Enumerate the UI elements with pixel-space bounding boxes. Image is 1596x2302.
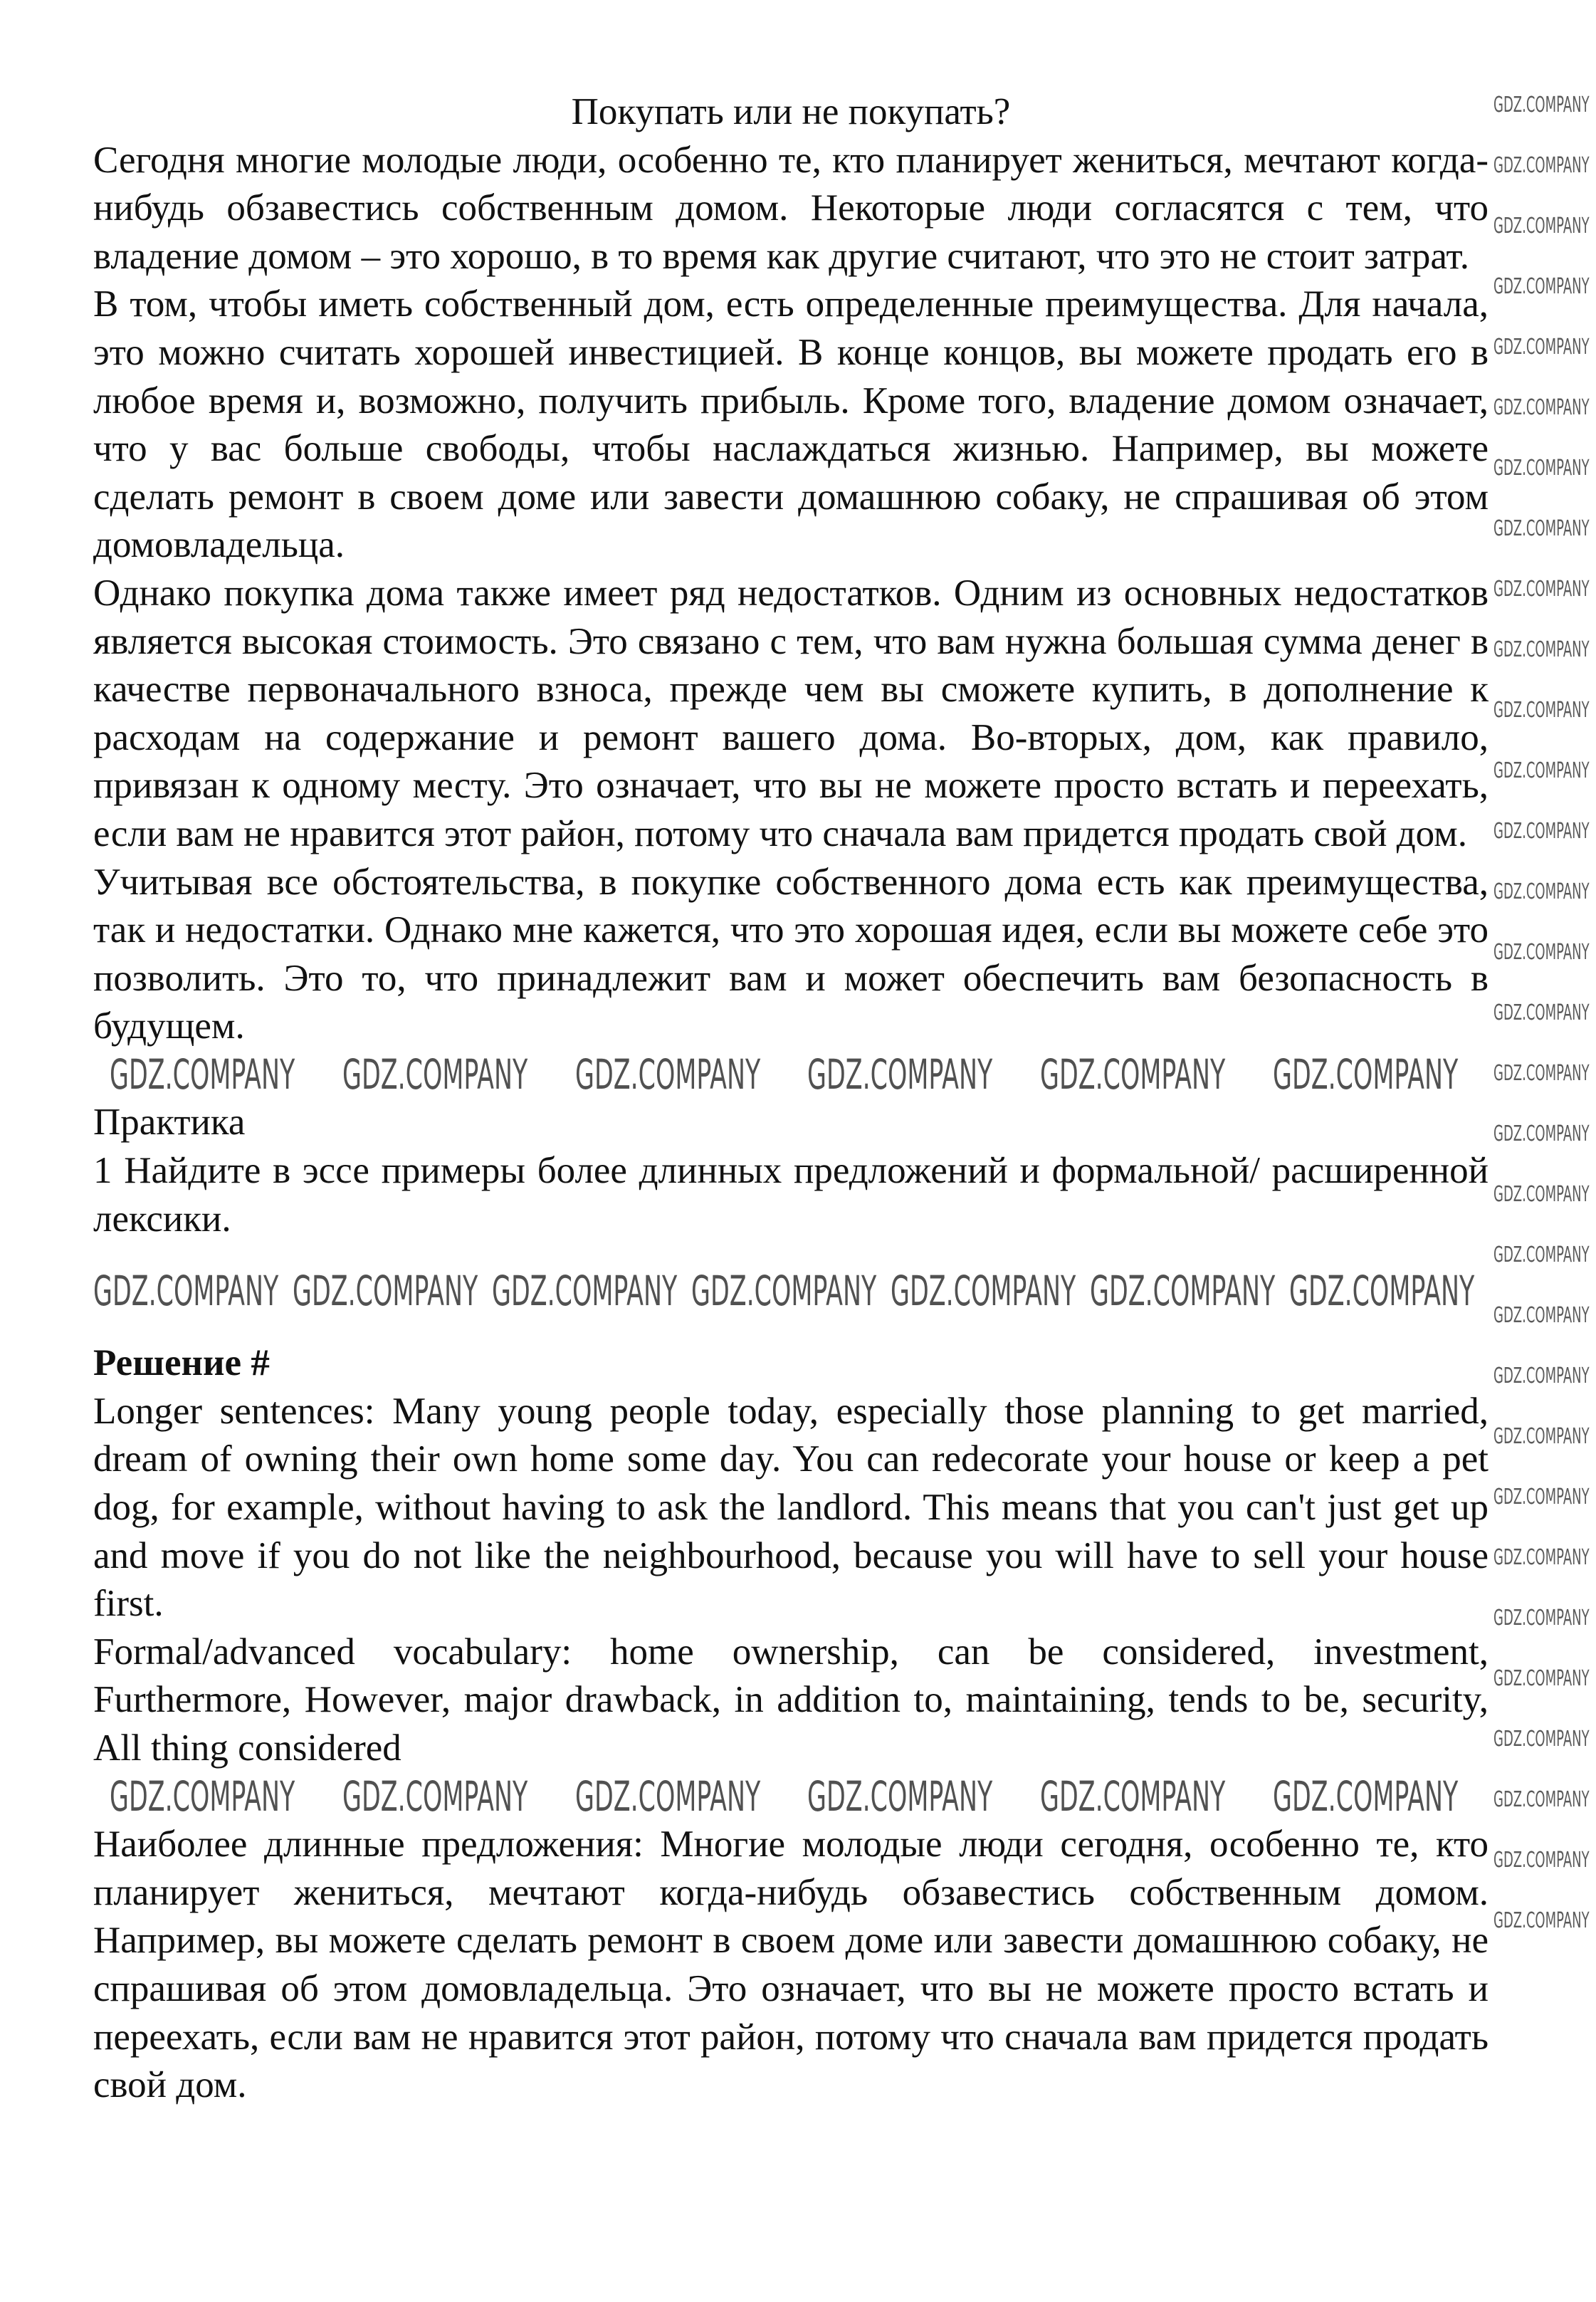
watermark: GDZ.COMPANY — [891, 1266, 1076, 1315]
watermark: GDZ.COMPANY — [1493, 1727, 1590, 1752]
watermark: GDZ.COMPANY — [1493, 940, 1590, 965]
watermark: GDZ.COMPANY — [1493, 698, 1590, 723]
watermark-row — [93, 1243, 1489, 1339]
watermark: GDZ.COMPANY — [110, 1050, 295, 1099]
watermark: GDZ.COMPANY — [110, 1772, 295, 1821]
watermark: GDZ.COMPANY — [1493, 1485, 1590, 1510]
watermark: GDZ.COMPANY — [1493, 395, 1590, 420]
solution-paragraph: Formal/advanced vocabulary: home ownership, can be considered, investment, Furthermore, However, major drawback, in addition to, maintaining, tends to be, security, All thing considered — [93, 1631, 1489, 1769]
watermark: GDZ.COMPANY — [1493, 274, 1590, 299]
watermark: GDZ.COMPANY — [1493, 1424, 1590, 1449]
watermark-row — [93, 1773, 1489, 1821]
watermark: GDZ.COMPANY — [1493, 1000, 1590, 1025]
watermark: GDZ.COMPANY — [1493, 1121, 1590, 1146]
watermark: GDZ.COMPANY — [1493, 879, 1590, 904]
watermark-column — [1493, 93, 1593, 1969]
watermark: GDZ.COMPANY — [574, 1050, 760, 1099]
watermark: GDZ.COMPANY — [492, 1266, 678, 1315]
watermark: GDZ.COMPANY — [1493, 1666, 1590, 1691]
watermark: GDZ.COMPANY — [293, 1266, 478, 1315]
watermark: GDZ.COMPANY — [342, 1050, 528, 1099]
watermark: GDZ.COMPANY — [1493, 456, 1590, 481]
watermark: GDZ.COMPANY — [1493, 516, 1590, 541]
watermark: GDZ.COMPANY — [1493, 1303, 1590, 1328]
watermark: GDZ.COMPANY — [1272, 1050, 1458, 1099]
watermark: GDZ.COMPANY — [574, 1772, 760, 1821]
watermark: GDZ.COMPANY — [93, 1266, 279, 1315]
solution-paragraph: Longer sentences: Many young people today, especially those planning to get married, dream of owning their own home some day. You can redecorate your house or keep a pet dog, for example, without having to ask the landlord. This means that you can't just get up and move if you do not like the neighbourhood, because you will have to sell your house first. — [93, 1390, 1489, 1625]
watermark: GDZ.COMPANY — [1493, 758, 1590, 783]
essay-paragraph: Учитывая все обстоятельства, в покупке собственного дома есть как преимущества, так и недостатки. Однако мне кажется, что это хорошая идея, если вы можете себе это позволить. Это то, что принадлежит вам и может обеспечить вам безопасность в будущем. — [93, 861, 1489, 1047]
watermark: GDZ.COMPANY — [1493, 1606, 1590, 1631]
watermark: GDZ.COMPANY — [1493, 1364, 1590, 1388]
watermark: GDZ.COMPANY — [1493, 1848, 1590, 1873]
russian-solution: Наиболее длинные предложения: Многие молодые люди сегодня, особенно те, кто планирует жениться, мечтают когда-нибудь обзавестись собственным домом. Например, вы можете сделать ремонт в своем доме или завести домашнюю собаку, не спрашивая об этом домовладельца. Это означает, что вы не можете просто встать и переехать, если вам не нравится этот район, потому что сначала вам придется продать свой дом. — [93, 1824, 1489, 2106]
watermark: GDZ.COMPANY — [1289, 1266, 1475, 1315]
watermark: GDZ.COMPANY — [1493, 153, 1590, 178]
watermark: GDZ.COMPANY — [1493, 1182, 1590, 1207]
watermark: GDZ.COMPANY — [1493, 335, 1590, 360]
watermark: GDZ.COMPANY — [1493, 819, 1590, 844]
watermark: GDZ.COMPANY — [1493, 1061, 1590, 1086]
watermark: GDZ.COMPANY — [1493, 1545, 1590, 1570]
watermark-row — [93, 1051, 1489, 1099]
essay-paragraph: Сегодня многие молодые люди, особенно те, кто планирует жениться, мечтают когда-нибудь обзавестись собственным домом. Некоторые люди согласятся с тем, что владение домом – это хорошо, в то время как другие считают, что это не стоит затрат. — [93, 139, 1489, 277]
watermark: GDZ.COMPANY — [1039, 1772, 1226, 1821]
watermark: GDZ.COMPANY — [1272, 1772, 1458, 1821]
practice-task: 1 Найдите в эссе примеры более длинных предложений и формальной/ расширенной лексики. — [93, 1150, 1489, 1240]
watermark: GDZ.COMPANY — [691, 1266, 877, 1315]
essay-paragraph: В том, чтобы иметь собственный дом, есть определенные преимущества. Для начала, это можно считать хорошей инвестицией. В конце концов, вы можете продать его в любое время и, возможно, получить прибыль. Кроме того, владение домом означает, что у вас больше свободы, чтобы наслаждаться жизнью. Например, вы можете сделать ремонт в своем доме или завести домашнюю собаку, не спрашивая об этом домовладельца. — [93, 283, 1489, 566]
document-page — [93, 88, 1489, 2110]
watermark: GDZ.COMPANY — [1493, 1908, 1590, 1933]
watermark: GDZ.COMPANY — [807, 1772, 993, 1821]
watermark: GDZ.COMPANY — [807, 1050, 993, 1099]
watermark: GDZ.COMPANY — [1039, 1050, 1226, 1099]
document-title: Покупать или не покупать? — [571, 91, 1011, 132]
essay-paragraph: Однако покупка дома также имеет ряд недостатков. Одним из основных недостатков является высокая стоимость. Это связано с тем, что вам нужна большая сумма денег в качестве первоначального взноса, прежде чем вы сможете купить, в дополнение к расходам на содержание и ремонт вашего дома. Во-вторых, дом, как правило, привязан к одному месту. Это означает, что вы не можете просто встать и переехать, если вам не нравится этот район, потому что сначала вам придется продать свой дом. — [93, 572, 1489, 854]
watermark: GDZ.COMPANY — [1493, 1242, 1590, 1267]
watermark: GDZ.COMPANY — [342, 1772, 528, 1821]
watermark: GDZ.COMPANY — [1493, 577, 1590, 602]
watermark: GDZ.COMPANY — [1493, 637, 1590, 662]
watermark: GDZ.COMPANY — [1493, 1787, 1590, 1812]
watermark: GDZ.COMPANY — [1493, 214, 1590, 239]
solution-heading: Решение # — [93, 1342, 270, 1384]
practice-heading: Практика — [93, 1102, 246, 1144]
watermark: GDZ.COMPANY — [1090, 1266, 1276, 1315]
watermark: GDZ.COMPANY — [1493, 93, 1590, 117]
